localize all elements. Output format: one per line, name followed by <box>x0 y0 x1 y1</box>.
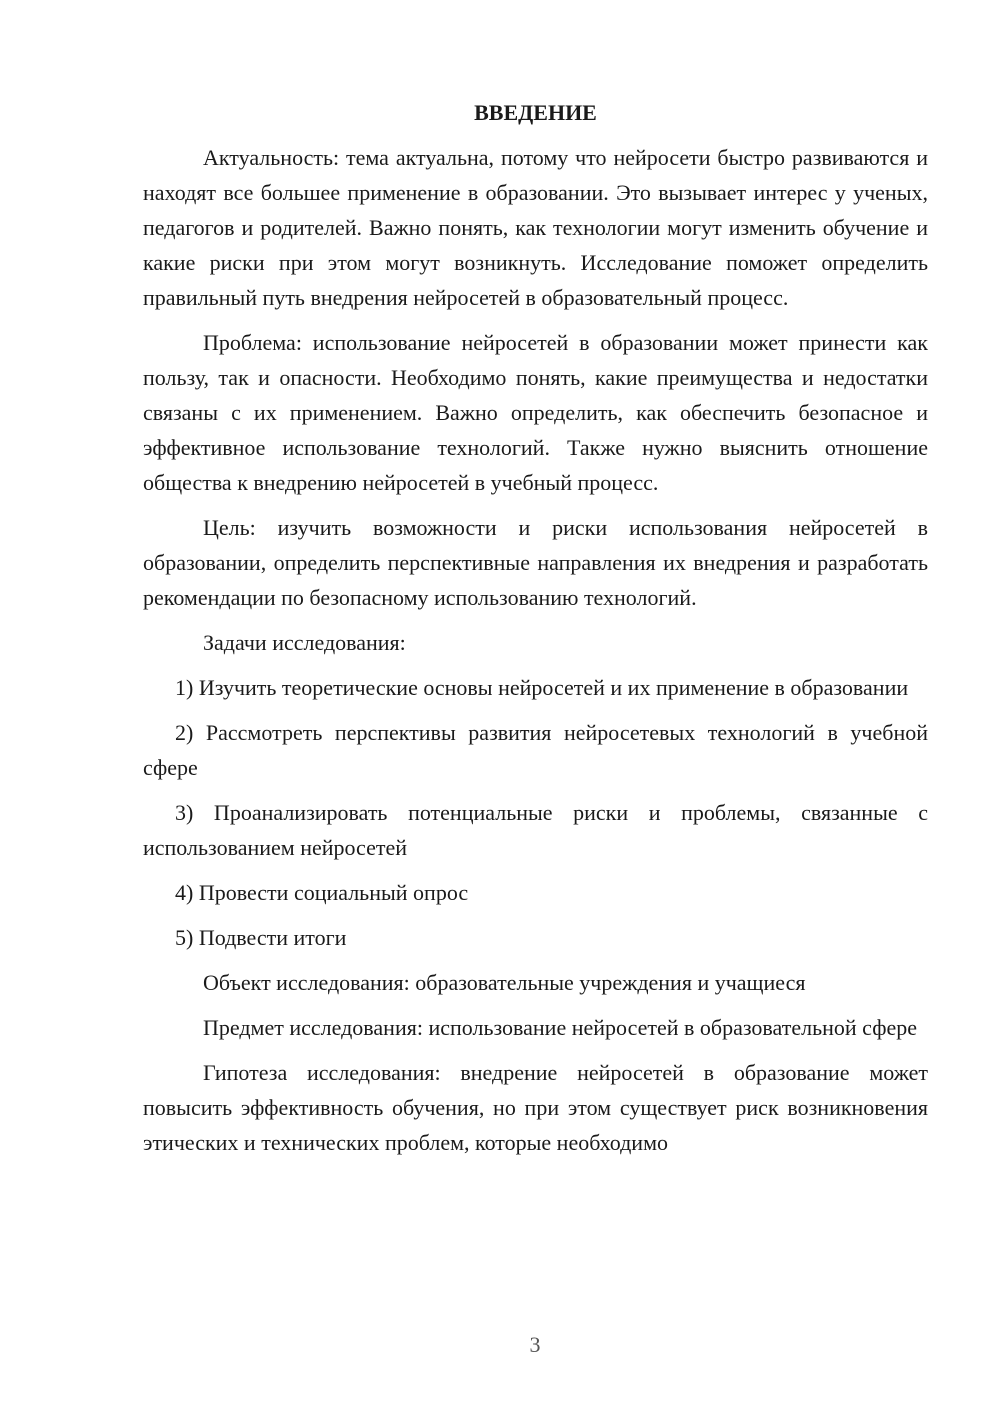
page-number: 3 <box>529 1332 541 1357</box>
paragraph-relevance: Актуальность: тема актуальна, потому что нейросети быстро развиваются и находят все большее применение в образовании. Это вызывает интерес у ученых, педагогов и родителей. Важно понять, как технологии могут изменить обучение и какие риски при этом могут возникнуть. Исследование поможет определить правильный путь внедрения нейросетей в образовательный процесс. <box>143 145 928 310</box>
paragraph-object: Объект исследования: образовательные учреждения и учащиеся <box>203 970 806 995</box>
task-item-1: 1) Изучить теоретические основы нейросетей и их применение в образовании <box>175 675 909 700</box>
paragraph-problem: Проблема: использование нейросетей в образовании может принести как пользу, так и опасности. Необходимо понять, какие преимущества и недостатки связаны с их применением. Важно определить, как обеспечить безопасное и эффективное использование технологий. Также нужно выяснить отношение общества к внедрению нейросетей в учебный процесс. <box>143 330 928 495</box>
paragraph-goal: Цель: изучить возможности и риски использования нейросетей в образовании, определить перспективные направления их внедрения и разработать рекомендации по безопасному использованию технологий. <box>143 515 928 610</box>
task-item-3: 3) Проанализировать потенциальные риски и проблемы, связанные с использованием нейросетей <box>143 800 928 860</box>
task-item-4: 4) Провести социальный опрос <box>175 880 469 905</box>
tasks-heading: Задачи исследования: <box>203 630 406 655</box>
task-item-2: 2) Рассмотреть перспективы развития нейросетевых технологий в учебной сфере <box>143 720 928 780</box>
task-item-5: 5) Подвести итоги <box>175 925 347 950</box>
page-content <box>143 95 928 1170</box>
section-title: ВВЕДЕНИЕ <box>474 100 597 125</box>
paragraph-hypothesis: Гипотеза исследования: внедрение нейросетей в образование может повысить эффективность обучения, но при этом существует риск возникновения этических и технических проблем, которые необходимо <box>143 1060 928 1155</box>
paragraph-subject: Предмет исследования: использование нейросетей в образовательной сфере <box>203 1015 917 1040</box>
